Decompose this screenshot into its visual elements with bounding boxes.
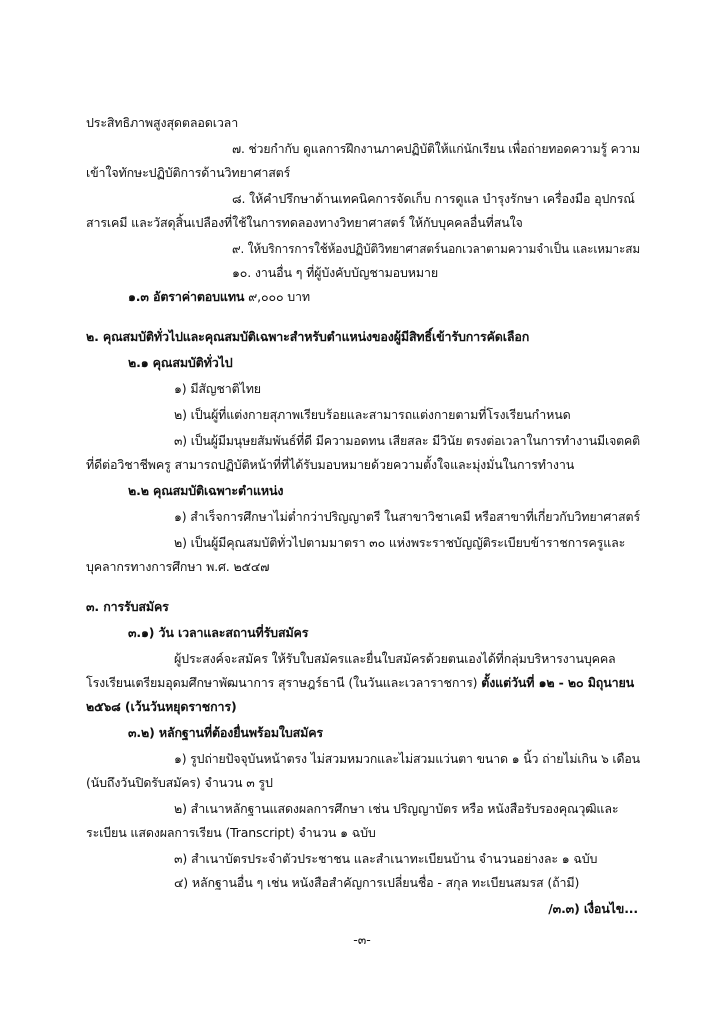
text-line: ผู้ประสงค์จะสมัคร ให้รับใบสมัครและยื่นใบสมัครด้วยตนเองได้ที่กลุ่มบริหารงานบุคคล	[174, 651, 616, 666]
text-line: ๓) สำเนาบัตรประจำตัวประชาชน และสำเนาทะเบียนบ้าน จำนวนอย่างละ ๑ ฉบับ	[174, 851, 598, 866]
text-line: ๘. ให้คำปรึกษาด้านเทคนิคการจัดเก็บ การดูแล บำรุงรักษา เครื่องมือ อุปกรณ์	[232, 191, 635, 206]
text-line: บุคลากรทางการศึกษา พ.ศ. ๒๕๔๗	[86, 559, 270, 574]
section-heading: ๓. การรับสมัคร	[86, 599, 169, 614]
text-line: ๒๕๖๘ (เว้นวันหยุดราชการ)	[86, 699, 237, 714]
subsection-heading: ๒.๑ คุณสมบัติทั่วไป	[128, 355, 233, 370]
text-line: ที่ดีต่อวิชาชีพครู สามารถปฏิบัติหน้าที่ที่ได้รับมอบหมายด้วยความตั้งใจและมุ่งมั่นในการทำงาน	[86, 457, 575, 472]
subsection-heading: ๓.๑) วัน เวลาและสถานที่รับสมัคร	[128, 625, 309, 640]
text-line: ๔) หลักฐานอื่น ๆ เช่น หนังสือสำคัญการเปลี่ยนชื่อ - สกุล ทะเบียนสมรส (ถ้ามี)	[174, 875, 580, 890]
date-range: ตั้งแต่วันที่ ๑๒ - ๒๐ มิถุนายน	[481, 675, 635, 690]
section-heading: ๒. คุณสมบัติทั่วไปและคุณสมบัติเฉพาะสำหรับตำแหน่งของผู้มีสิทธิ์เข้ารับการคัดเลือก	[86, 329, 530, 344]
text-line: ๑) มีสัญชาติไทย	[174, 381, 261, 396]
text-line: ระเบียน แสดงผลการเรียน (Transcript) จำนวน ๑ ฉบับ	[86, 825, 376, 840]
text-line: ๓) เป็นผู้มีมนุษยสัมพันธ์ที่ดี มีความอดทน เสียสละ มีวินัย ตรงต่อเวลาในการทำงานมีเจตคติ	[174, 433, 640, 448]
text-line: ประสิทธิภาพสูงสุดตลอดเวลา	[86, 115, 239, 130]
text-line: ๒) เป็นผู้มีคุณสมบัติทั่วไปตามมาตรา ๓๐ แห่งพระราชบัญญัติระเบียบข้าราชการครูและ	[174, 535, 626, 550]
compensation-line	[128, 288, 310, 306]
compensation-label: ๑.๓ อัตราค่าตอบแทน	[128, 289, 245, 304]
continuation-marker: /๓.๓) เงื่อนไข...	[548, 901, 638, 916]
subsection-heading: ๓.๒) หลักฐานที่ต้องยื่นพร้อมใบสมัคร	[128, 725, 323, 740]
compensation-value: ๙,๐๐๐ บาท	[244, 289, 310, 304]
text-line: ๗. ช่วยกำกับ ดูแลการฝึกงานภาคปฏิบัติให้แก่นักเรียน เพื่อถ่ายทอดความรู้ ความ	[232, 141, 640, 156]
subsection-heading: ๒.๒ คุณสมบัติเฉพาะตำแหน่ง	[128, 483, 284, 498]
text-line: (นับถึงวันปิดรับสมัคร) จำนวน ๓ รูป	[86, 775, 273, 790]
text-line: สารเคมี และวัสดุสิ้นเปลืองที่ใช้ในการทดลองทางวิทยาศาสตร์ ให้กับบุคคลอื่นที่สนใจ	[86, 215, 523, 230]
text-line: ๑) รูปถ่ายปัจจุบันหน้าตรง ไม่สวมหมวกและไม่สวมแว่นตา ขนาด ๑ นิ้ว ถ่ายไม่เกิน ๖ เดือน	[174, 751, 640, 766]
text-line: ๒) เป็นผู้ที่แต่งกายสุภาพเรียบร้อยและสามารถแต่งกายตามที่โรงเรียนกำหนด	[174, 407, 571, 422]
text-line: เข้าใจทักษะปฏิบัติการด้านวิทยาศาสตร์	[86, 165, 291, 180]
text-segment: โรงเรียนเตรียมอุดมศึกษาพัฒนาการ สุราษฎร์ธานี (ในวันและเวลาราชการ)	[86, 675, 482, 690]
text-line: ๙. ให้บริการการใช้ห้องปฏิบัติวิทยาศาสตร์นอกเวลาตามความจำเป็น และเหมาะสม	[232, 241, 640, 256]
text-line: ๑๐. งานอื่น ๆ ที่ผู้บังคับบัญชามอบหมาย	[232, 265, 439, 280]
page-number: -๓-	[353, 932, 371, 947]
application-date-line	[86, 674, 634, 692]
text-line: ๒) สำเนาหลักฐานแสดงผลการศึกษา เช่น ปริญญาบัตร หรือ หนังสือรับรองคุณวุฒิและ	[174, 801, 619, 816]
text-line: ๑) สำเร็จการศึกษาไม่ต่ำกว่าปริญญาตรี ในสาขาวิชาเคมี หรือสาขาที่เกี่ยวกับวิทยาศาสตร์	[174, 509, 640, 524]
